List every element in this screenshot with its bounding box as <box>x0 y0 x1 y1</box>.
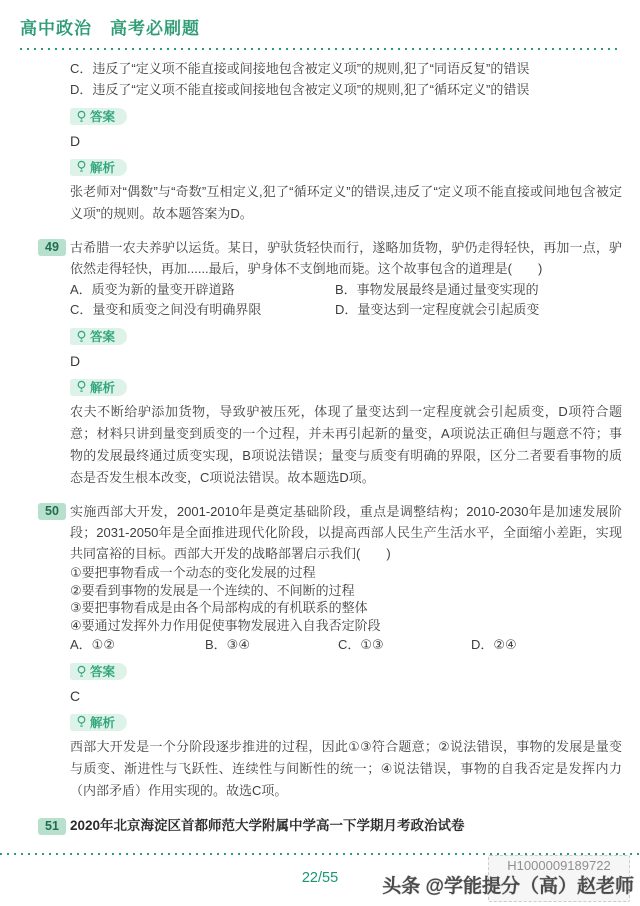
options-grid <box>70 635 622 655</box>
header <box>0 0 640 50</box>
answer-badge-label: 答案 <box>90 110 116 124</box>
exam-title: 2020年北京海淀区首都师范大学附属中学高一下学期月考政治试卷 <box>70 818 465 833</box>
bulb-icon <box>76 330 87 343</box>
bulb-icon <box>76 380 87 393</box>
question-number-badge: 49 <box>38 239 66 256</box>
option-item: A．①② <box>70 637 115 652</box>
watermark-code: H1000009189722 <box>507 858 611 873</box>
option-item: D．量变达到一定程度就会引起质变 <box>335 302 540 317</box>
option-item: D．违反了“定义项不能直接或间接地包含被定义项”的规则,犯了“循环定义”的错误 <box>70 82 530 97</box>
analysis-text: 农夫不断给驴添加货物，导致驴被压死，体现了量变达到一定程度就会引起质变，D项符合题意；材料只讲到量变到质变的一个过程，并未再引起新的量变，A项说法正确但与题意不符；事物的发展最终通过质变实现，B项说法错误；量变与质变有明确的界限，区分二者要看事物的质态是否发生根本改变，C项说法错误。故本题选D项。 <box>70 404 622 485</box>
bulb-icon <box>76 160 87 173</box>
answer-badge <box>70 108 127 125</box>
question-stem: 古希腊一农夫养驴以运货。某日，驴驮货轻快而行，遂略加货物，驴仍走得轻快，再加一点，驴依然走得轻快，再加......最后，驴身体不支倒地而毙。这个故事包含的道理是( ) <box>70 240 622 276</box>
option-item: B．事物发展最终是通过量变实现的 <box>335 282 539 297</box>
question-51 <box>45 816 622 836</box>
answer-badge <box>70 328 127 345</box>
footer <box>0 853 640 906</box>
statement-item: ③要把事物看成是由各个局部构成的有机联系的整体 <box>70 600 368 615</box>
analysis-badge <box>70 159 127 176</box>
question-stem: 实施西部大开发，2001-2010年是奠定基础阶段，重点是调整结构；2010-2030年是加速发展阶段；2031-2050年是全面推进现代化阶段，以提高西部人民生产生活水平，全面缩小差距，实现共同富裕的目标。西部大开发的战略部署启示我们( ) <box>70 504 622 561</box>
option-item: D．②④ <box>471 637 517 652</box>
statement-item: ①要把事物看成一个动态的变化发展的过程 <box>70 565 316 580</box>
options-grid <box>70 280 622 320</box>
answer-badge <box>70 663 127 680</box>
analysis-badge-label: 解析 <box>90 715 116 730</box>
analysis-text: 西部大开发是一个分阶段逐步推进的过程，因此①③符合题意；②说法错误，事物的发展是量变与质变、渐进性与飞跃性、连续性与间断性的统一；④说法错误，事物的自我否定是发挥内力（内部矛盾）作用实现的。故选C项。 <box>70 739 622 798</box>
option-item: B．③④ <box>205 637 250 652</box>
answer-badge-label: 答案 <box>90 330 116 344</box>
bulb-icon <box>76 110 87 123</box>
option-item: A．质变为新的量变开辟道路 <box>70 282 235 297</box>
answer-value: D <box>70 352 81 369</box>
option-item: C．违反了“定义项不能直接或间接地包含被定义项”的规则,犯了“同语反复”的错误 <box>70 61 530 76</box>
question-48-continuation <box>70 58 622 225</box>
analysis-badge <box>70 714 127 731</box>
statement-item: ④要通过发挥外力作用促使事物发展进入自我否定阶段 <box>70 617 381 633</box>
analysis-badge <box>70 379 127 396</box>
bulb-icon <box>76 665 87 678</box>
statement-item: ②要看到事物的发展是一个连续的、不间断的过程 <box>70 582 355 598</box>
statement-list <box>70 564 622 634</box>
question-number-badge: 50 <box>38 503 66 520</box>
watermark-text: 头条 @学能提分（高）赵老师 <box>382 876 634 897</box>
answer-value: C <box>70 687 81 704</box>
option-item: C．量变和质变之间没有明确界限 <box>70 302 262 317</box>
analysis-badge-label: 解析 <box>90 160 116 175</box>
answer-value: D <box>70 132 81 149</box>
analysis-text: 张老师对“偶数”与“奇数”互相定义,犯了“循环定义”的错误,违反了“定义项不能直接或间地包含被定义项”的规则。故本题答案为D。 <box>70 184 622 221</box>
main-content <box>0 50 640 836</box>
question-50 <box>45 501 622 802</box>
option-item: C．①③ <box>338 637 384 652</box>
analysis-badge-label: 解析 <box>90 380 116 395</box>
page-title: 高中政治 高考必刷题 <box>20 19 200 38</box>
page-indicator: 22/55 <box>301 870 339 886</box>
question-number-badge: 51 <box>38 818 66 835</box>
bulb-icon <box>76 715 87 728</box>
question-49 <box>45 237 622 489</box>
answer-badge-label: 答案 <box>90 665 116 679</box>
